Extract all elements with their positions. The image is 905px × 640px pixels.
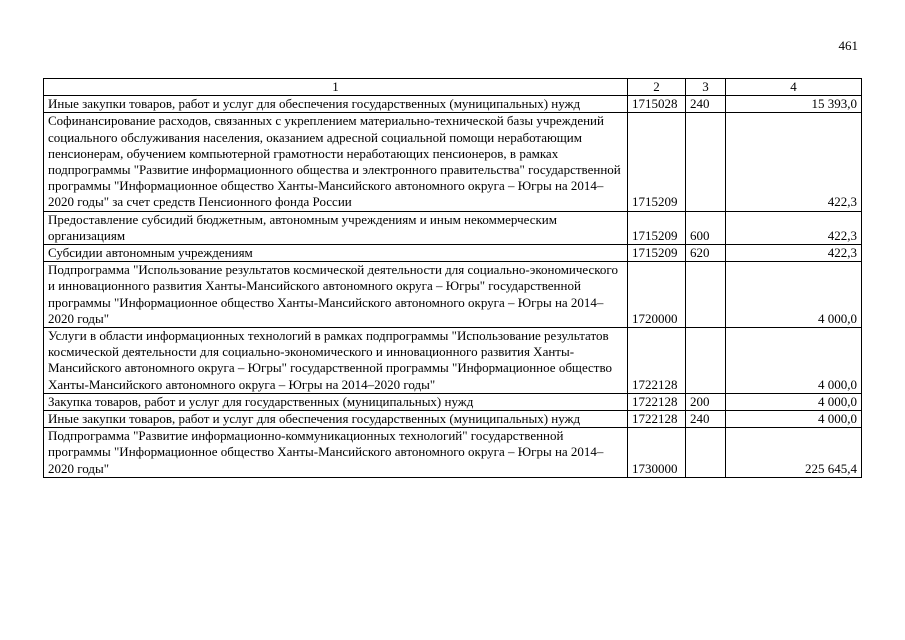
row-amount: 4 000,0 xyxy=(726,328,862,394)
table-row xyxy=(44,428,862,478)
row-name: Иные закупки товаров, работ и услуг для обеспечения государственных (муниципальных) нужд xyxy=(44,96,628,113)
row-amount: 422,3 xyxy=(726,113,862,211)
row-code: 1730000 xyxy=(628,428,686,478)
row-name: Подпрограмма "Использование результатов космической деятельности для социально-экономического и инновационного развития Ханты-Мансийского автономного округа – Югры" государственной программы "Информационное общество Ханты-Мансийского автономного округа – Югры на 2014–2020 годы" xyxy=(44,262,628,328)
row-name: Услуги в области информационных технологий в рамках подпрограммы "Использование результатов космической деятельности для социально-экономического и инновационного развития Ханты-Мансийского автономного округа – Югры" государственной программы "Информационное общество Ханты-Мансийского автономного округа – Югры на 2014–2020 годы" xyxy=(44,328,628,394)
row-type: 200 xyxy=(686,393,726,410)
row-type xyxy=(686,113,726,211)
row-amount: 422,3 xyxy=(726,245,862,262)
row-name: Субсидии автономным учреждениям xyxy=(44,245,628,262)
row-amount: 4 000,0 xyxy=(726,393,862,410)
page-number: 461 xyxy=(838,38,858,53)
row-type: 620 xyxy=(686,245,726,262)
row-code: 1722128 xyxy=(628,328,686,394)
table-row xyxy=(44,393,862,410)
row-amount: 15 393,0 xyxy=(726,96,862,113)
row-name: Софинансирование расходов, связанных с укреплением материально-технической базы учреждений социального обслуживания населения, оказанием адресной социальной помощи неработающим пенсионерам, обучением компьютерной грамотности неработающих пенсионеров, в рамках подпрограммы "Развитие информационного общества и электронного правительства" государственной программы "Информационное общество Ханты-Мансийского автономного округа – Югры на 2014–2020 годы" за счет средств Пенсионного фонда России xyxy=(44,113,628,211)
table-row xyxy=(44,245,862,262)
table-row xyxy=(44,211,862,244)
row-name: Иные закупки товаров, работ и услуг для обеспечения государственных (муниципальных) нужд xyxy=(44,411,628,428)
row-type xyxy=(686,428,726,478)
row-code: 1715028 xyxy=(628,96,686,113)
header-column-1: 1 xyxy=(44,79,628,96)
row-amount: 4 000,0 xyxy=(726,262,862,328)
row-type: 600 xyxy=(686,211,726,244)
row-amount: 225 645,4 xyxy=(726,428,862,478)
table-row xyxy=(44,262,862,328)
row-code: 1720000 xyxy=(628,262,686,328)
header-column-3: 3 xyxy=(686,79,726,96)
header-column-4: 4 xyxy=(726,79,862,96)
row-type: 240 xyxy=(686,96,726,113)
table-row xyxy=(44,113,862,211)
row-code: 1722128 xyxy=(628,393,686,410)
header-column-2: 2 xyxy=(628,79,686,96)
row-name: Подпрограмма "Развитие информационно-коммуникационных технологий" государственной программы "Информационное общество Ханты-Мансийского автономного округа – Югры на 2014–2020 годы" xyxy=(44,428,628,478)
table-row xyxy=(44,96,862,113)
table-header-row xyxy=(44,79,862,96)
row-code: 1715209 xyxy=(628,211,686,244)
row-type: 240 xyxy=(686,411,726,428)
table-row xyxy=(44,411,862,428)
row-type xyxy=(686,262,726,328)
row-amount: 4 000,0 xyxy=(726,411,862,428)
row-name: Предоставление субсидий бюджетным, автономным учреждениям и иным некоммерческим организациям xyxy=(44,211,628,244)
row-code: 1715209 xyxy=(628,245,686,262)
row-amount: 422,3 xyxy=(726,211,862,244)
budget-table xyxy=(43,78,862,478)
row-code: 1722128 xyxy=(628,411,686,428)
table-row xyxy=(44,328,862,394)
row-code: 1715209 xyxy=(628,113,686,211)
row-type xyxy=(686,328,726,394)
row-name: Закупка товаров, работ и услуг для государственных (муниципальных) нужд xyxy=(44,393,628,410)
